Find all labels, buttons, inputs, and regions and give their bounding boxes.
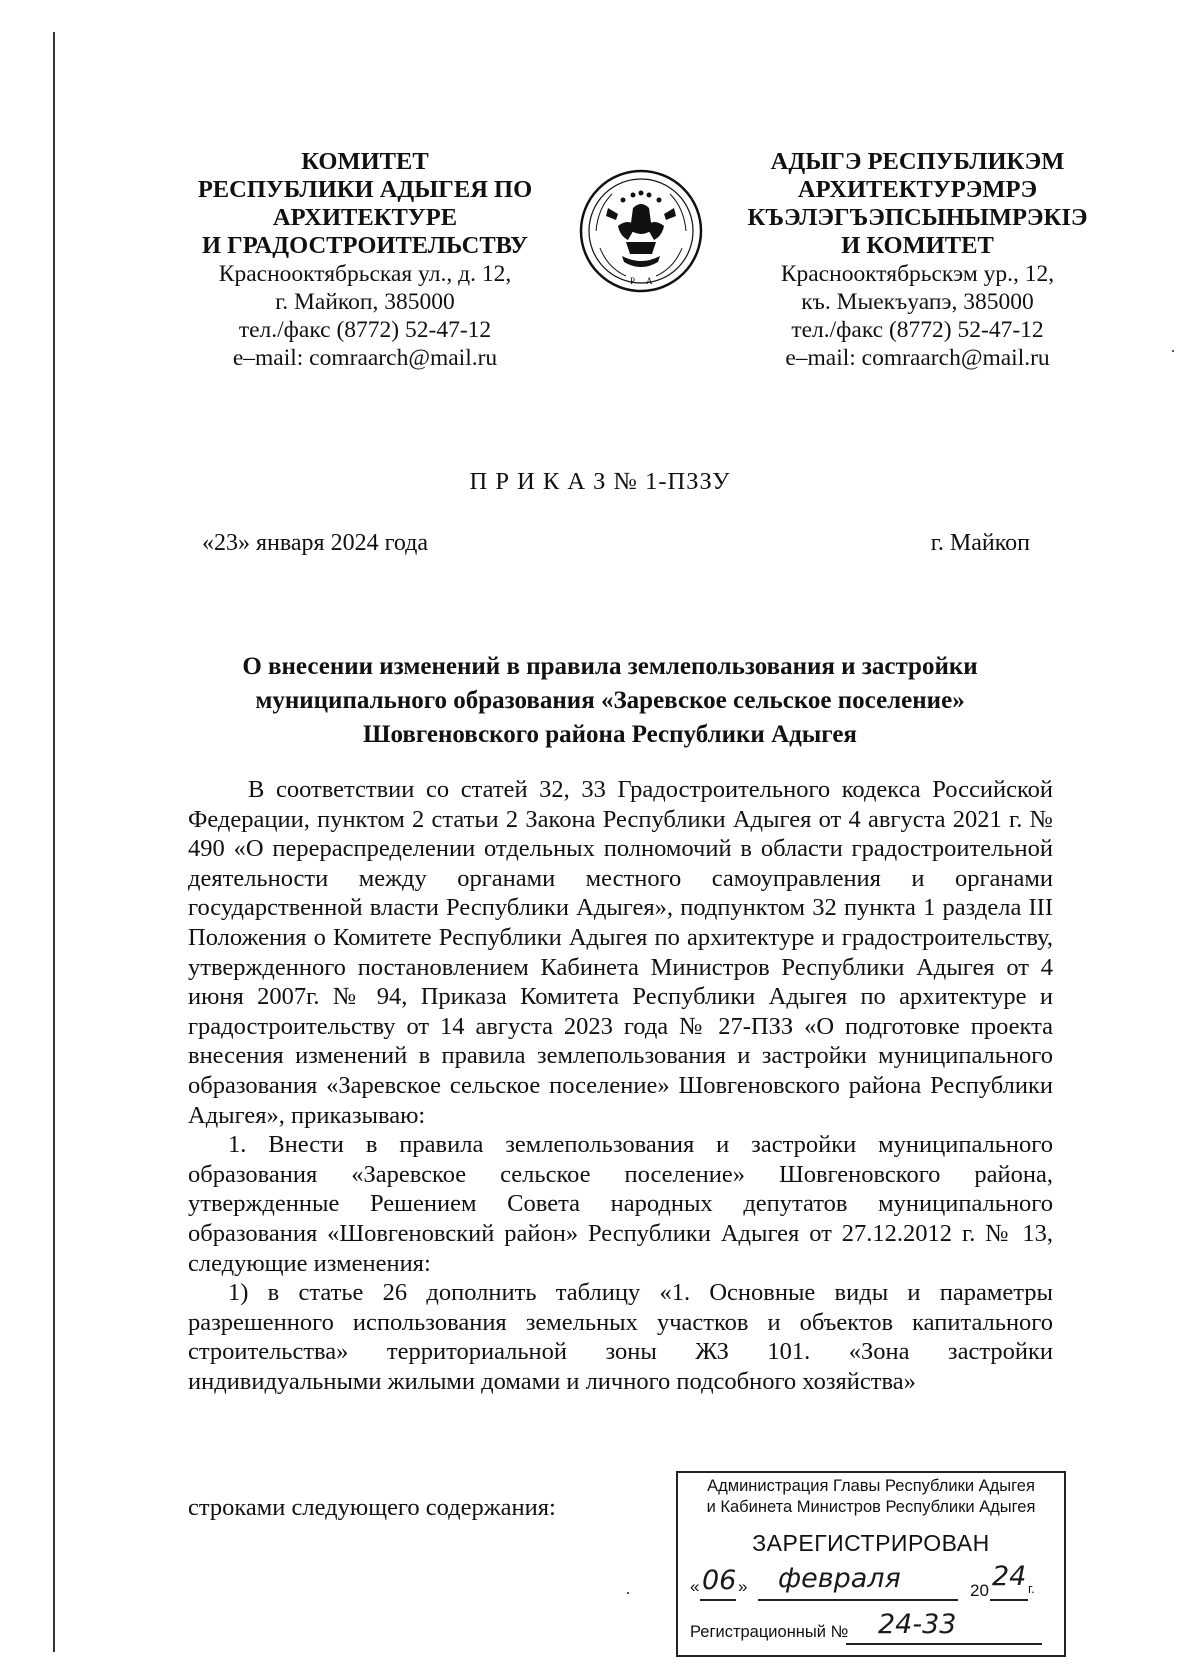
paragraph-tail: строками следующего содержания: [188, 1494, 556, 1521]
stamp-year-underline [990, 1599, 1028, 1601]
paragraph-preamble: В соответствии со статей 32, 33 Градостроительного кодекса Российской Федерации, пунктом 2 статьи 2 Закона Республики Адыгея от 4 августа 2021 г. № 490 «О перераспределении отдельных полномочий в области градостроительной деятельности между органами местного самоуправления и органами государственной власти Республики Адыгея», подпунктом 32 пункта 1 раздела III Положения о Комитете Республики Адыгея по архитектуре и градостроительству, утвержденного постановлением Кабинета Министров Республики Адыгея от 4 июня 2007г. № 94, Приказа Комитета Республики Адыгея по архитектуре и градостроительству от 14 августа 2023 года № 27-ПЗЗ «О подготовке проекта внесения изменений в правила землепользования и застройки муниципального образования «Заревское сельское поселение» Шовгеновского района Республики Адыгея», приказываю: [188, 776, 1053, 1129]
scan-speck [1172, 350, 1174, 352]
header-right-address-2: къ. Мыекъуапэ, 385000 [801, 289, 1034, 315]
stamp-quote-close: » [738, 1577, 748, 1596]
header-right [720, 148, 1115, 372]
svg-text:Р: Р [630, 276, 636, 286]
stamp-registered: ЗАРЕГИСТРИРОВАН [752, 1530, 990, 1556]
header-left [165, 148, 565, 372]
coat-of-arms-adygea-icon [578, 168, 704, 294]
subject-line-2: муниципального образования «Заревское сельское поселение» [255, 687, 965, 714]
order-city: г. Майкоп [930, 530, 1030, 556]
registration-stamp [676, 1471, 1066, 1657]
stamp-quote-open: « [690, 1577, 700, 1596]
header-right-title-2: АРХИТЕКТУРЭМРЭ [797, 176, 1038, 203]
stamp-org-line-1: Администрация Главы Республики Адыгея [707, 1477, 1035, 1495]
scan-speck [627, 1592, 629, 1594]
order-title: П Р И К А З № 1-ПЗЗУ [469, 468, 731, 495]
stamp-reg-label: Регистрационный № [690, 1623, 849, 1641]
header-right-address-3: тел./факс (8772) 52-47-12 [791, 317, 1044, 343]
header-right-title-4: И КОМИТЕТ [841, 232, 994, 259]
stamp-day-underline [700, 1599, 736, 1601]
stamp-month: февраля [778, 1563, 901, 1594]
stamp-day: 06 [702, 1565, 737, 1596]
margin-line [53, 32, 55, 1652]
paragraph-subitem-1: 1) в статье 26 дополнить таблицу «1. Основные виды и параметры разрешенного использования земельных участков и объектов капитального строительства» территориальной зоны ЖЗ 101. «Зона застройки индивидуальными жилыми домами и личного подсобного хозяйства» [188, 1279, 1053, 1395]
stamp-date [678, 1561, 1064, 1609]
svg-text:А: А [646, 276, 653, 286]
header-left-address-4: e–mail: comraarch@mail.ru [232, 345, 498, 371]
header-right-address-4: e–mail: comraarch@mail.ru [785, 345, 1050, 371]
header-right-address-1: Краснооктябрьскэм ур., 12, [780, 261, 1055, 287]
paragraph-item-1: 1. Внести в правила землепользования и застройки муниципального образования «Заревское сельское поселение» Шовгеновского района, утвержденные Решением Совета народных депутатов муниципального образования «Шовгеновский район» Республики Адыгея от 27.12.2012 г. № 13, следующие изменения: [188, 1131, 1053, 1277]
stamp-org-line-2: и Кабинета Министров Республики Адыгея [706, 1498, 1036, 1516]
header-left-title-4: И ГРАДОСТРОИТЕЛЬСТВУ [201, 232, 529, 259]
header-left-title-3: АРХИТЕКТУРЕ [272, 204, 458, 231]
stamp-year-mark: г. [1028, 1581, 1035, 1596]
stamp-reg-number: 24-33 [878, 1609, 957, 1640]
order-subject [170, 650, 1050, 752]
stamp-registration [678, 1609, 1064, 1649]
order-date: «23» января 2024 года [202, 530, 429, 556]
header-left-title-2: РЕСПУБЛИКИ АДЫГЕЯ ПО [197, 176, 533, 203]
header-left-address-3: тел./факс (8772) 52-47-12 [238, 317, 492, 343]
header-right-title-1: АДЫГЭ РЕСПУБЛИКЭМ [770, 148, 1065, 175]
order-body [188, 775, 1053, 1396]
header-right-title-3: КЪЭЛЭГЪЭПСЫНЫМРЭКIЭ [747, 204, 1088, 231]
header-left-address-2: г. Майкоп, 385000 [275, 289, 455, 315]
header-left-title-1: КОМИТЕТ [301, 148, 429, 175]
subject-line-3: Шовгеновского района Республики Адыгея [363, 721, 857, 748]
stamp-month-underline [758, 1599, 958, 1601]
header-left-address-1: Краснооктябрьская ул., д. 12, [218, 261, 512, 287]
stamp-year-prefix: 20 [970, 1581, 989, 1600]
stamp-reg-underline [846, 1643, 1042, 1645]
stamp-year-suffix: 24 [992, 1561, 1027, 1592]
subject-line-1: О внесении изменений в правила землепользования и застройки [242, 653, 978, 680]
